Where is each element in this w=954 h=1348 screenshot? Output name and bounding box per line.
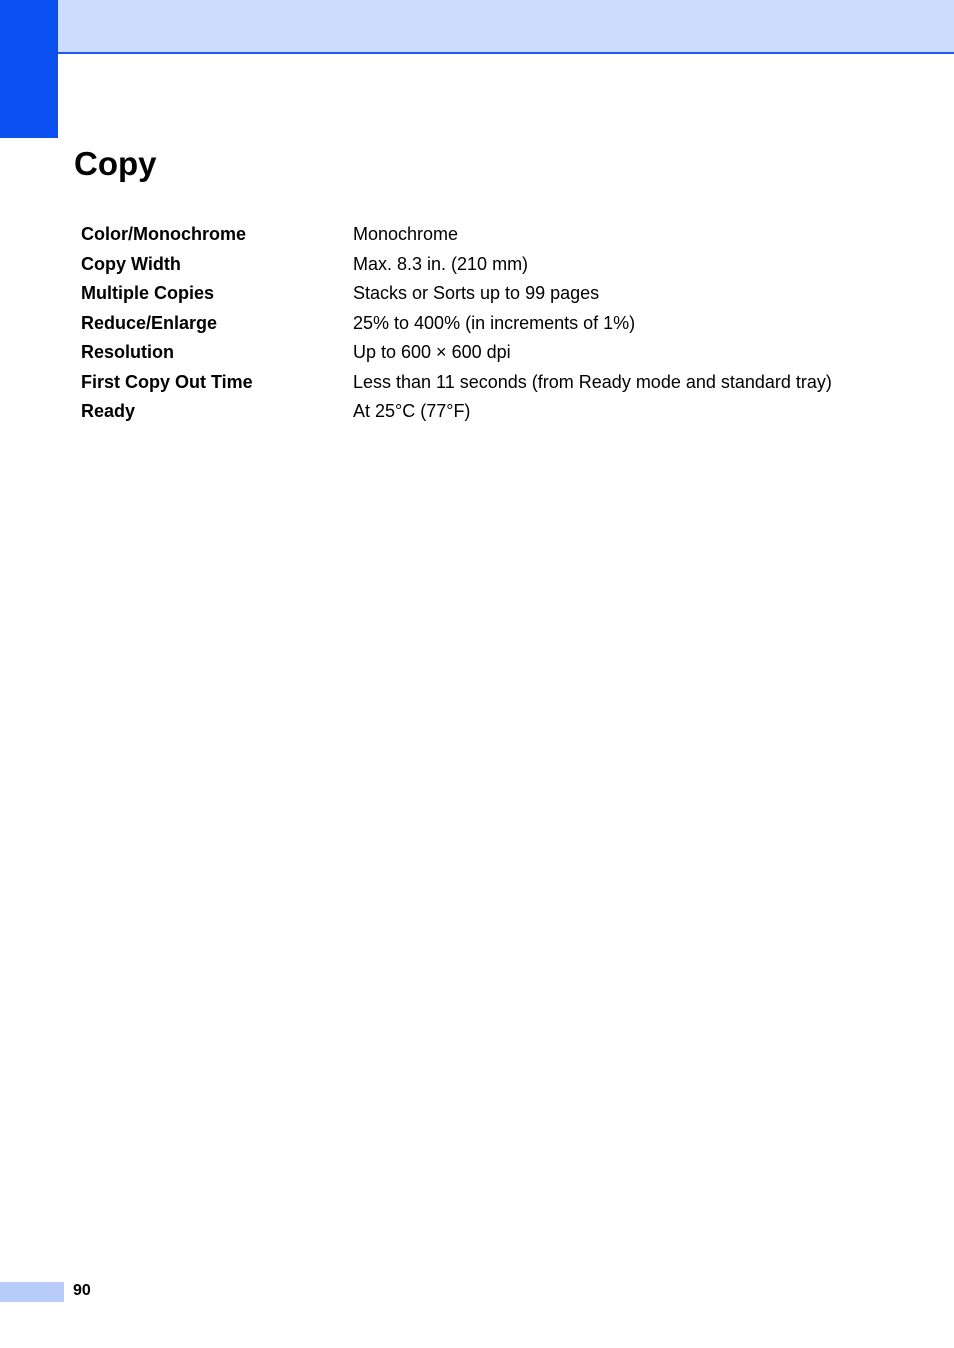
spec-value: Monochrome (353, 224, 459, 245)
spec-row-reduce-enlarge (81, 309, 901, 339)
chapter-tab (0, 0, 58, 138)
spec-value: Less than 11 seconds (from Ready mode and standard tray) (353, 371, 832, 392)
spec-value: 25% to 400% (in increments of 1%) (353, 312, 636, 333)
spec-label: Resolution (81, 342, 174, 363)
spec-row-resolution (81, 338, 901, 368)
spec-row-multiple-copies (81, 279, 901, 309)
spec-row-first-copy-out-time (81, 368, 901, 398)
spec-row-copy-width (81, 250, 901, 280)
header-band (58, 0, 954, 54)
spec-value: Up to 600 × 600 dpi (353, 342, 511, 363)
spec-table (81, 220, 901, 427)
page-title: Copy (74, 145, 157, 182)
spec-value: At 25°C (77°F) (353, 401, 471, 422)
spec-row-color-monochrome (81, 220, 901, 250)
spec-label: Ready (81, 401, 136, 422)
spec-value: Max. 8.3 in. (210 mm) (353, 253, 529, 274)
spec-label: Color/Monochrome (81, 224, 246, 245)
spec-label: First Copy Out Time (81, 371, 253, 392)
footer-band (0, 1282, 64, 1302)
spec-label: Multiple Copies (81, 283, 215, 304)
page-number: 90 (73, 1282, 91, 1299)
spec-row-ready (81, 397, 901, 427)
spec-value: Stacks or Sorts up to 99 pages (353, 283, 600, 304)
spec-label: Copy Width (81, 253, 181, 274)
spec-label: Reduce/Enlarge (81, 312, 218, 333)
